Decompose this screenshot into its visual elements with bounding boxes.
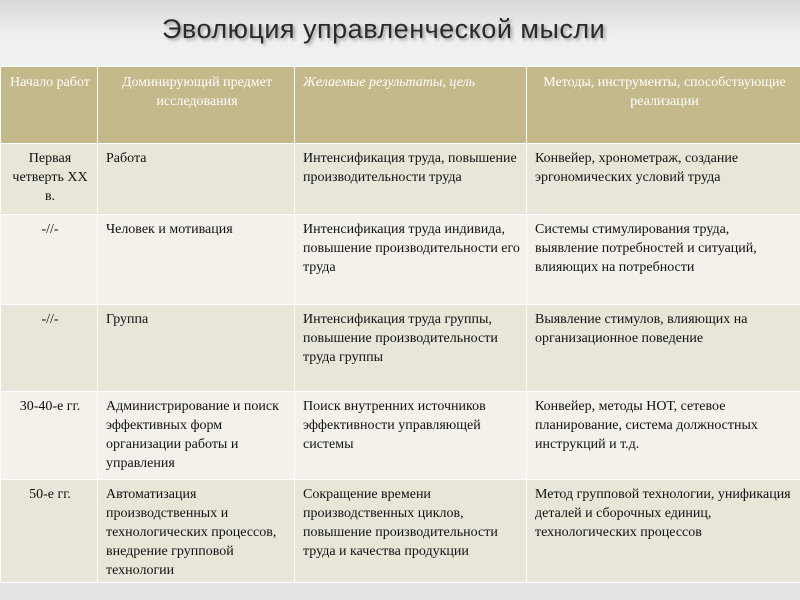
cell-methods: Системы стимулирования труда, выявление потребностей и ситуаций, влияющих на потребности (527, 215, 800, 305)
header-desired-results-text: Желаемые результаты, цель (303, 75, 476, 90)
cell-goal: Интенсификация труда, повышение производительности труда (295, 144, 527, 215)
cell-goal: Сокращение времени производственных циклов, повышение производительности труда и качества продукции (295, 480, 527, 583)
cell-subject: Автоматизация производственных и технологических процессов, внедрение групповой технологии (98, 480, 295, 583)
cell-period: -//- (1, 215, 98, 305)
table-row (1, 215, 800, 305)
cell-period: 50-е гг. (1, 480, 98, 583)
cell-methods: Метод групповой технологии, унификация деталей и сборочных единиц, технологических процессов (527, 480, 800, 583)
slide-title: Эволюция управленческой мысли (162, 14, 606, 44)
header-dominant-subject: Доминирующий предмет исследования (98, 67, 295, 144)
table-row (1, 480, 800, 583)
table-row (1, 144, 800, 215)
header-desired-results (295, 67, 527, 144)
cell-subject: Человек и мотивация (98, 215, 295, 305)
cell-period: Первая четверть XX в. (1, 144, 98, 215)
cell-subject: Администрирование и поиск эффективных форм организации работы и управления (98, 392, 295, 480)
evolution-table (0, 66, 800, 583)
cell-subject: Работа (98, 144, 295, 215)
cell-period: -//- (1, 305, 98, 392)
table-row (1, 305, 800, 392)
cell-period: 30-40-е гг. (1, 392, 98, 480)
header-start-of-work: Начало работ (1, 67, 98, 144)
table-row (1, 392, 800, 480)
header-methods-tools: Методы, инструменты, способствующие реализации (527, 67, 800, 144)
cell-goal: Поиск внутренних источников эффективности управляющей системы (295, 392, 527, 480)
table-header-row (1, 67, 800, 144)
cell-goal: Интенсификация труда группы, повышение производительности труда группы (295, 305, 527, 392)
cell-goal: Интенсификация труда индивида, повышение производительности его труда (295, 215, 527, 305)
cell-subject: Группа (98, 305, 295, 392)
cell-methods: Конвейер, хронометраж, создание эргономических условий труда (527, 144, 800, 215)
cell-methods: Выявление стимулов, влияющих на организационное поведение (527, 305, 800, 392)
cell-methods: Конвейер, методы НОТ, сетевое планирование, система должностных инструкций и т.д. (527, 392, 800, 480)
